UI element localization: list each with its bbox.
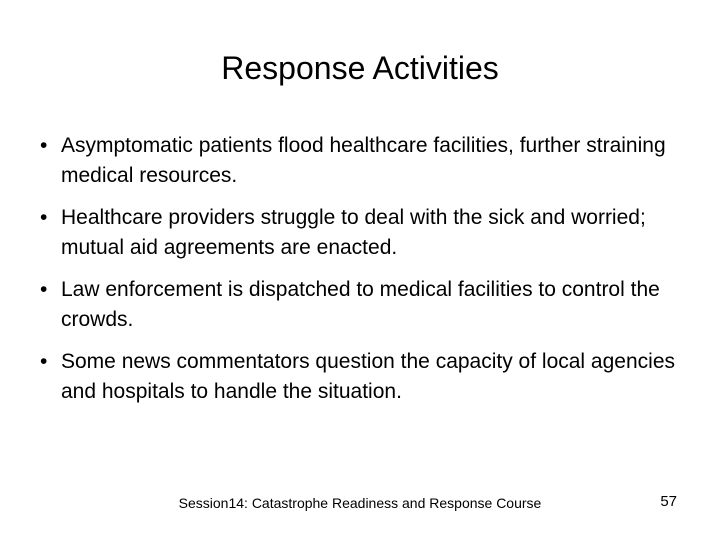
bullet-item: [36, 131, 686, 191]
slide-footer: Session14: Catastrophe Readiness and Response Course: [178, 495, 542, 511]
bullet-text: Law enforcement is dispatched to medical facilities to control the crowds.: [61, 278, 660, 331]
bullet-marker: •: [40, 206, 48, 229]
bullet-text: Asymptomatic patients flood healthcare facilities, further straining medical resources.: [61, 134, 666, 187]
bullet-marker: •: [40, 278, 48, 301]
bullet-list: [36, 131, 686, 419]
bullet-marker: •: [40, 350, 48, 373]
page-number: 57: [660, 493, 677, 510]
bullet-marker: •: [40, 134, 48, 157]
bullet-text: Some news commentators question the capacity of local agencies and hospitals to handle the situation.: [61, 350, 675, 403]
bullet-text: Healthcare providers struggle to deal with the sick and worried; mutual aid agreements are enacted.: [61, 206, 646, 259]
slide-title: Response Activities: [221, 50, 499, 86]
bullet-item: [36, 347, 686, 407]
bullet-item: [36, 275, 686, 335]
bullet-item: [36, 203, 686, 263]
